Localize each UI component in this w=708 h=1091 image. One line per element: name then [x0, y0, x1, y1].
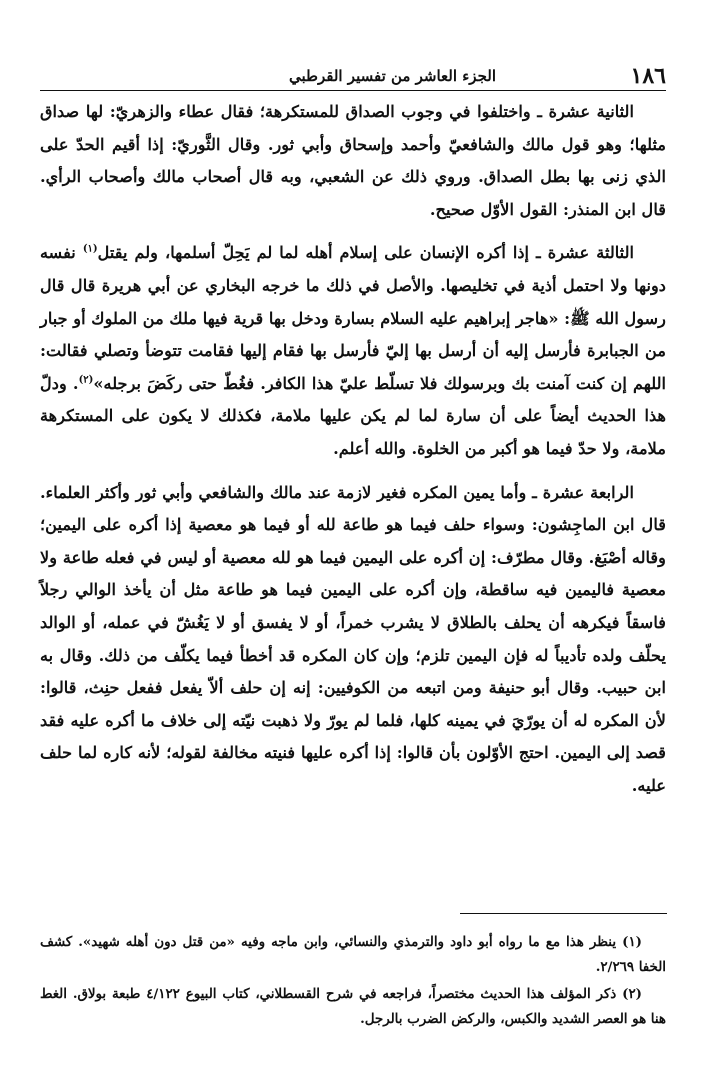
main-text	[40, 96, 666, 802]
paragraph-twelfth: الثانية عشرة ـ واختلفوا في وجوب الصداق للمستكرهة؛ فقال عطاء والزهريّ: لها صداق مثلها؛ وهو قول مالك والشافعيّ وأحمد وإسحاق وأبي ثور. وقال الثَّوريّ: إذا أقيم الحدّ على الذي زنى بها بطل الصداق. وروي ذلك عن الشعبي، وبه قال أصحاب مالك وأصحاب الرأي. قال ابن المنذر: القول الأوّل صحيح.	[40, 102, 666, 219]
page-number: ١٨٦	[630, 63, 666, 89]
footnote-marker-2: (٢)	[78, 374, 94, 386]
paragraph-thirteenth	[40, 237, 666, 465]
footnote-marker-1: (١)	[82, 243, 98, 255]
paragraph-thirteenth-hadith: نفسه دونها ولا احتمل أذية في تخليصها. والأصل في ذلك ما خرجه البخاري عن أبي هريرة قال قال رسول الله ﷺ: «هاجر إبراهيم عليه السلام بسارة ودخل بها قرية فيها ملك من الملوك أو جبار من الجبابرة فأرسل إليه أن أرسل بها إليّ فأرسل بها فقام إليها فقامت تتوضأ وتصلي فقالت: اللهم إن كنت آمنت بك وبرسولك فلا تسلّط عليّ هذا الكافر. فغُطّ حتى ركَضَ برجله»	[40, 243, 666, 393]
footnote-2: (٢) ذكر المؤلف هذا الحديث مختصراً، فراجعه في شرح القسطلاني، كتاب البيوع ٤/١٢٢ طبعة بولاق. الغط هنا هو العصر الشديد والكبس، والركض الضرب بالرجل.	[40, 986, 666, 1027]
page-header	[40, 62, 666, 90]
footnotes	[40, 930, 666, 1034]
header-rule	[40, 90, 666, 91]
paragraph-thirteenth-start: الثالثة عشرة ـ إذا أكره الإنسان على إسلام أهله لما لم يَحِلّ أسلمها، ولم يقتل	[97, 243, 635, 263]
footnote-rule	[460, 913, 667, 914]
footnote-1: (١) ينظر هذا مع ما رواه أبو داود والترمذي والنسائي، وابن ماجه وفيه «من قتل دون أهله شهيد». كشف الخفا ٢/٢٦٩.	[40, 934, 666, 975]
running-title: الجزء العاشر من تفسير القرطبي	[289, 67, 496, 85]
paragraph-thirteenth-end: . ودلّ هذا الحديث أيضاً على أن سارة لما لم يكن عليها ملامة، فكذلك لا يكون على المستكرهة ملامة، ولا حدّ فيما هو أكبر من الخلوة. والله أعلم.	[40, 373, 666, 458]
paragraph-fourteenth: الرابعة عشرة ـ وأما يمين المكره فغير لازمة عند مالك والشافعي وأبي ثور وأكثر العلماء. قال ابن الماجِشون: وسواء حلف فيما هو طاعة لله أو فيما هو معصية إذا أكره على اليمين؛ وقاله أصْبَغ. وقال مطرّف: إن أكره على اليمين فيما هو لله معصية أو ليس في فعله طاعة ولا معصية فاليمين فيه ساقطة، وإن أكره على اليمين فيما هو طاعة مثل أن يأخذ الوالي رجلاً فاسقاً فيكرهه أن يحلف بالطلاق لا يشرب خمراً، أو لا يفسق أو لا يَغُشّ في عمله، أو الوالد يحلّف ولده تأديباً له فإن اليمين تلزم؛ وإن كان المكره قد أخطأ فيما يكلّف من ذلك. وقال به ابن حبيب. وقال أبو حنيفة ومن اتبعه من الكوفيين: إنه إن حلف ألاّ يفعل ففعل حنِث، قالوا: لأن المكره له أن يورّيَ في يمينه كلها، فلما لم يورّ ولا ذهبت نيّته إلى خلاف ما أكره عليه فقد قصد إلى اليمين. احتج الأوّلون بأن قالوا: إذا أكره عليها فنيته مخالفة لقوله؛ لأنه كاره لما حلف عليه.	[40, 482, 666, 795]
